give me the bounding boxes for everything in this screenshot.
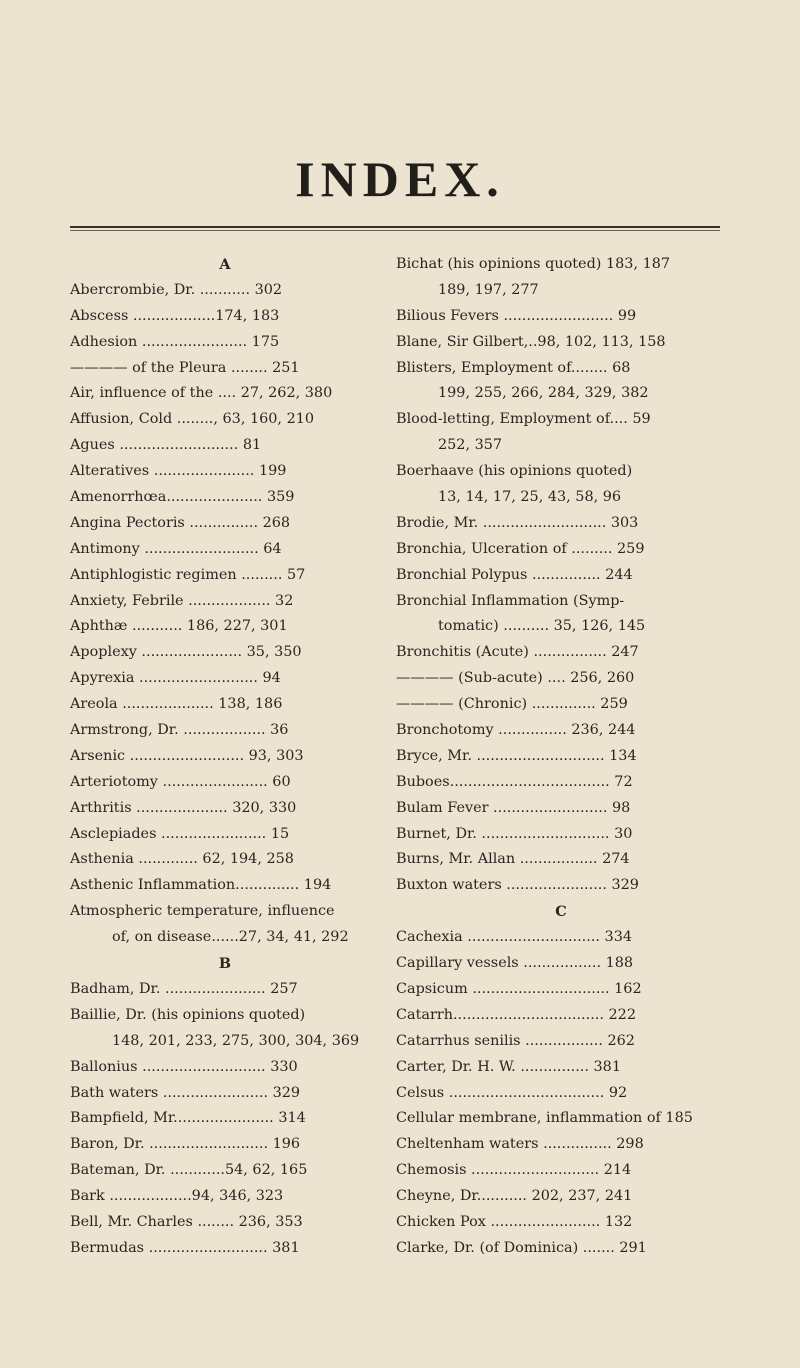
index-entry: 252, 357 xyxy=(438,437,503,454)
index-entry: Carter, Dr. H. W. ............... 381 xyxy=(396,1058,621,1075)
left-column xyxy=(70,252,380,1262)
index-entry: ———— (Sub-acute) .... 256, 260 xyxy=(396,670,635,687)
index-entry: Alteratives ...................... 199 xyxy=(70,463,287,480)
index-entry: Bryce, Mr. ............................ 134 xyxy=(396,747,637,764)
title-rule xyxy=(70,226,720,228)
index-entry: 13, 14, 17, 25, 43, 58, 96 xyxy=(438,489,622,506)
index-entry: Cachexia ............................. 334 xyxy=(396,929,633,946)
index-entry: Air, influence of the .... 27, 262, 380 xyxy=(70,385,333,402)
index-entry: Bronchial Inflammation (Symp- xyxy=(396,592,625,609)
index-entry: tomatic) .......... 35, 126, 145 xyxy=(438,618,646,635)
index-entry: Asclepiades ....................... 15 xyxy=(70,825,290,842)
index-entry: Clarke, Dr. (of Dominica) ....... 291 xyxy=(396,1239,647,1256)
index-entry: Buxton waters ...................... 329 xyxy=(396,877,639,894)
index-entry: ———— (Chronic) .............. 259 xyxy=(396,696,628,713)
index-entry: Boerhaave (his opinions quoted) xyxy=(396,463,633,480)
index-entry: Atmospheric temperature, influence xyxy=(70,903,335,920)
index-entry: Capillary vessels ................. 188 xyxy=(396,955,634,972)
index-entry: Arsenic ......................... 93, 303 xyxy=(70,747,304,764)
index-entry: Ballonius ........................... 330 xyxy=(70,1058,298,1075)
index-entry: Affusion, Cold ........, 63, 160, 210 xyxy=(70,411,315,428)
index-entry: Abercrombie, Dr. ........... 302 xyxy=(70,281,283,298)
index-entry: Catarrh................................. 222 xyxy=(396,1006,636,1023)
index-entry: Cellular membrane, inflammation of 185 xyxy=(396,1110,693,1127)
index-entry: Apoplexy ...................... 35, 350 xyxy=(70,644,302,661)
index-entry: 189, 197, 277 xyxy=(438,281,539,298)
index-entry: Apyrexia .......................... 94 xyxy=(70,670,281,687)
index-entry: Baron, Dr. .......................... 196 xyxy=(70,1136,301,1153)
index-entry: Arteriotomy ....................... 60 xyxy=(70,773,291,790)
index-entry: of, on disease......27, 34, 41, 292 xyxy=(112,929,349,946)
index-entry: Brodie, Mr. ........................... 303 xyxy=(396,514,639,531)
index-entry: Areola .................... 138, 186 xyxy=(70,696,283,713)
index-entry: Abscess ..................174, 183 xyxy=(70,307,280,324)
title-rule-thin xyxy=(70,230,720,231)
index-entry: Bronchial Polypus ............... 244 xyxy=(396,566,633,583)
index-entry: Aphthæ ........... 186, 227, 301 xyxy=(70,618,288,635)
index-entry: Chemosis ............................ 214 xyxy=(396,1162,632,1179)
index-entry: Celsus .................................. 92 xyxy=(396,1084,628,1101)
index-entry: Armstrong, Dr. .................. 36 xyxy=(70,722,289,739)
index-entry: Bath waters ....................... 329 xyxy=(70,1084,301,1101)
index-entry: Chicken Pox ........................ 132 xyxy=(396,1213,633,1230)
right-column xyxy=(396,252,726,1262)
index-entry: Amenorrhœa..................... 359 xyxy=(70,489,295,506)
index-entry: Asthenia ............. 62, 194, 258 xyxy=(70,851,294,868)
index-entry: Cheltenham waters ............... 298 xyxy=(396,1136,644,1153)
index-entry: Bampfield, Mr...................... 314 xyxy=(70,1110,306,1127)
index-entry: Burns, Mr. Allan ................. 274 xyxy=(396,851,630,868)
index-entry: Bulam Fever ......................... 98 xyxy=(396,799,631,816)
index-entry: Bronchitis (Acute) ................ 247 xyxy=(396,644,639,661)
index-entry: Badham, Dr. ...................... 257 xyxy=(70,980,298,997)
index-entry: Baillie, Dr. (his opinions quoted) xyxy=(70,1006,306,1023)
index-entry: Bermudas .......................... 381 xyxy=(70,1239,300,1256)
index-entry: Bark ..................94, 346, 323 xyxy=(70,1188,284,1205)
index-entry: Asthenic Inflammation.............. 194 xyxy=(70,877,332,894)
index-entry: Bichat (his opinions quoted) 183, 187 xyxy=(396,256,671,272)
index-entry: 199, 255, 266, 284, 329, 382 xyxy=(438,385,649,402)
index-entry: 148, 201, 233, 275, 300, 304, 369 xyxy=(112,1032,360,1049)
index-entry: Blane, Sir Gilbert,..98, 102, 113, 158 xyxy=(396,333,666,350)
index-entry: Catarrhus senilis ................. 262 xyxy=(396,1032,635,1049)
index-entry: Burnet, Dr. ............................ 30 xyxy=(396,825,633,842)
index-entry: ———— of the Pleura ........ 251 xyxy=(70,359,300,376)
index-entry: Angina Pectoris ............... 268 xyxy=(70,514,291,531)
index-entry: Bilious Fevers ........................ 99 xyxy=(396,307,637,324)
index-entry: Anxiety, Febrile .................. 32 xyxy=(70,592,294,609)
index-entry: Bell, Mr. Charles ........ 236, 353 xyxy=(70,1213,303,1230)
section-letter: A xyxy=(219,256,231,273)
section-letter: C xyxy=(555,903,567,921)
index-entry: Cheyne, Dr........... 202, 237, 241 xyxy=(396,1188,633,1205)
index-entry: Agues .......................... 81 xyxy=(70,437,262,454)
index-entry: Antimony ......................... 64 xyxy=(70,540,282,557)
index-entry: Bronchotomy ............... 236, 244 xyxy=(396,722,636,739)
index-entry: Blisters, Employment of........ 68 xyxy=(396,359,631,376)
index-entry: Adhesion ....................... 175 xyxy=(70,333,280,350)
index-entry: Antiphlogistic regimen ......... 57 xyxy=(70,566,306,583)
index-entry: Arthritis .................... 320, 330 xyxy=(70,799,297,816)
index-entry: Bateman, Dr. ............54, 62, 165 xyxy=(70,1162,308,1179)
index-entry: Buboes................................... 72 xyxy=(396,773,633,790)
index-entry: Capsicum .............................. 162 xyxy=(396,980,642,997)
section-letter: B xyxy=(218,955,232,973)
index-entry: Blood-letting, Employment of.... 59 xyxy=(396,411,651,428)
index-entry: Bronchia, Ulceration of ......... 259 xyxy=(396,540,645,557)
page-title: INDEX. xyxy=(295,151,505,207)
